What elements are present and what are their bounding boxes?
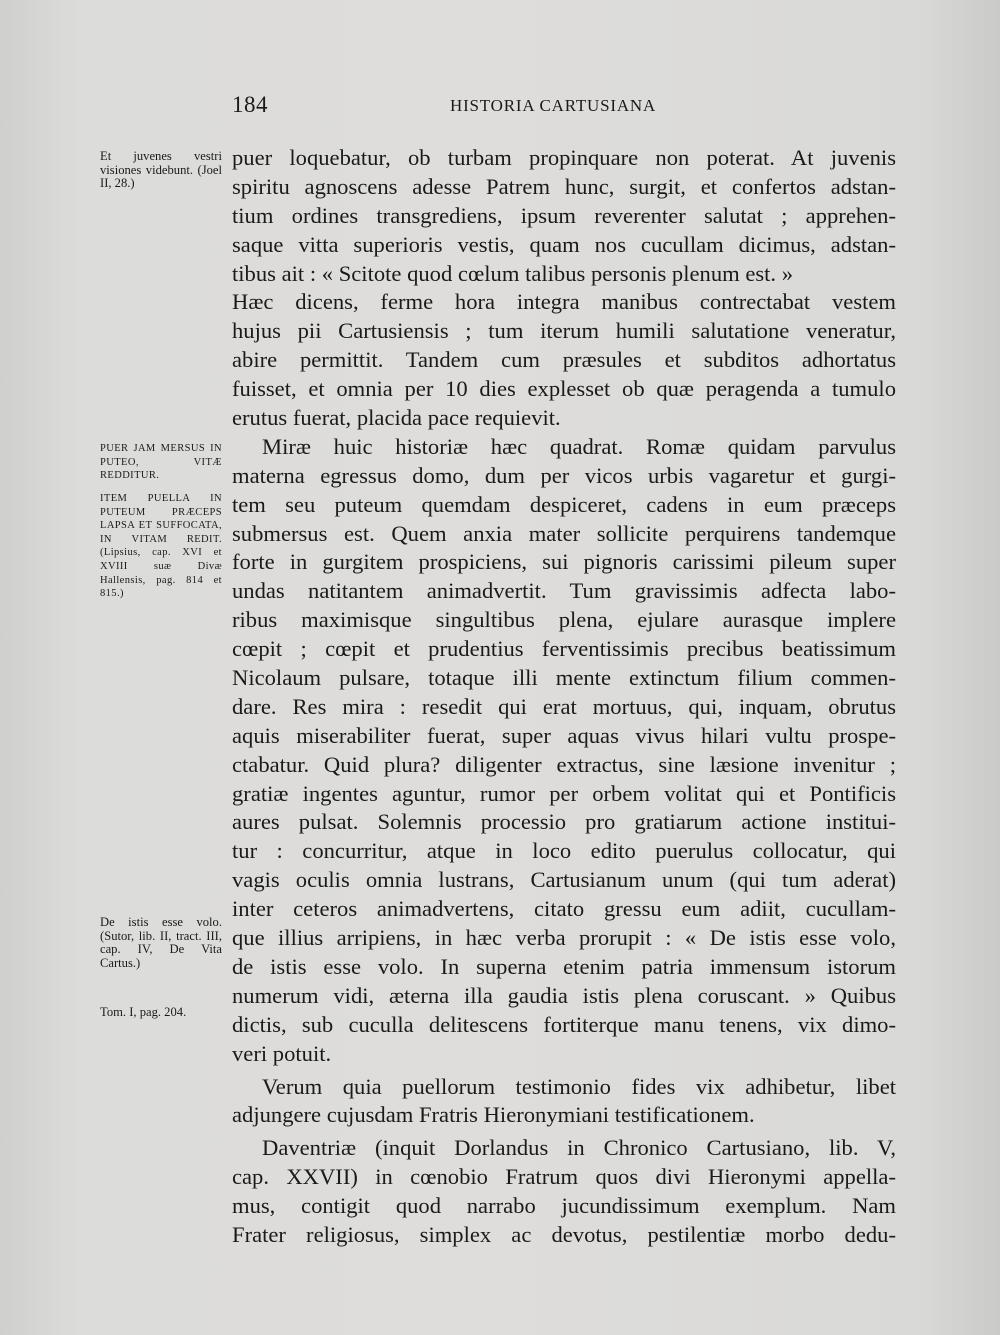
text-line: Verum quia puellorum testimonio fides vix adhibetur, libet <box>262 1073 896 1099</box>
text-line: tem seu puteum quemdam despiceret, cadens in eum præceps <box>232 491 896 517</box>
text-line: dare. Res mira : resedit qui erat mortuus, qui, inquam, obrutus <box>232 693 896 719</box>
text-line: fuisset, et omnia per 10 dies explesset ob quæ peragenda a tumulo <box>232 376 896 402</box>
text-line: inter ceteros animadvertens, citato gressu eum adiit, cucullam- <box>232 896 896 922</box>
text-line: tur : concurritur, atque in loco edito puerulus collocatur, qui <box>232 838 896 864</box>
text-line: gratiæ ingentes aguntur, rumor per orbem volitat qui et Pontificis <box>232 780 896 806</box>
text-line: de istis esse volo. In superna etenim patria immensum istorum <box>232 953 896 979</box>
text-line: Miræ huic historiæ hæc quadrat. Romæ quidam parvulus <box>262 433 896 459</box>
margin-note-puella: ITEM PUELLA IN PUTEUM PRÆCEPS LAPSA ET SUFFOCATA, IN VITAM REDIT. (Lipsius, cap. XVI et XVIII suæ Divæ Hallensis, pag. 814 et 815.) <box>100 493 222 600</box>
text-line: ribus maximisque singultibus plena, ejulare aurasque implere <box>232 607 896 633</box>
running-title: HISTORIA CARTUSIANA <box>450 96 657 115</box>
text-line: abire permittit. Tandem cum præsules et subditos adhortatus <box>232 347 896 373</box>
margin-note-sutor: De istis esse volo. (Sutor, lib. II, tract. III, cap. IV, De Vita Cartus.) <box>100 915 222 970</box>
text-line: tibus ait : « Scitote quod cœlum talibus personis plenum est. » <box>232 260 794 286</box>
text-line: Hæc dicens, ferme hora integra manibus contrectabat vestem <box>232 289 896 315</box>
text-line: ctabatur. Quid plura? diligenter extractus, sine læsione invenitur ; <box>232 751 896 777</box>
text-line: veri potuit. <box>232 1040 332 1066</box>
text-line: hujus pii Cartusiensis ; tum iterum humili salutatione veneratur, <box>232 318 896 344</box>
text-line: erutus fuerat, placida pace requievit. <box>232 405 561 431</box>
text-line: cœpit ; cœpit et prudentius ferventissimis precibus beatissimum <box>232 636 896 662</box>
text-line: aquis miserabiliter fuerat, super aquas vivus hilari vultu prospe- <box>232 722 896 748</box>
text-line: Daventriæ (inquit Dorlandus in Chronico Cartusiano, lib. V, <box>262 1135 896 1161</box>
text-line: forte in gurgitem prospiciens, sui pignoris carissimi pileum super <box>232 549 896 575</box>
text-line: Frater religiosus, simplex ac devotus, pestilentiæ morbo dedu- <box>232 1221 896 1247</box>
text-line: Nicolaum pulsare, totaque illi mente extinctum filium commen- <box>232 665 896 691</box>
text-line: adjungere cujusdam Fratris Hieronymiani testificationem. <box>232 1102 755 1128</box>
margin-note-tom: Tom. I, pag. 204. <box>100 1005 187 1019</box>
text-line: mus, contigit quod narrabo jucundissimum exemplum. Nam <box>232 1193 896 1219</box>
text-line: puer loquebatur, ob turbam propinquare non poterat. At juvenis <box>232 145 896 170</box>
body-text <box>232 144 896 1250</box>
page-number: 184 <box>232 92 268 117</box>
margin-note-puer: PUER JAM MERSUS IN PUTEO, VITÆ REDDITUR. <box>100 443 222 482</box>
text-line: que illius arripiens, in hæc verba prorupit : « De istis esse volo, <box>232 925 896 951</box>
text-line: spiritu agnoscens adesse Patrem hunc, surgit, et confertos adstan- <box>232 173 896 199</box>
text-line: numerum vidi, æterna illa gaudia istis plena coruscant. » Quibus <box>232 982 896 1008</box>
margin-note-joel: Et juvenes vestri visiones videbunt. (Joel II, 28.) <box>100 149 222 191</box>
text-line: materna egressus domo, dum per vicos urbis vagaretur et gurgi- <box>232 462 896 488</box>
text-line: submersus est. Quem anxia mater sollicite perquirens tandemque <box>232 520 896 546</box>
text-line: aures pulsat. Solemnis processio pro gratiarum actione institui- <box>232 809 896 835</box>
text-line: undas natitantem animadvertit. Tum gravissimis adfecta labo- <box>232 578 896 604</box>
page-header <box>232 92 672 122</box>
text-line: tium ordines transgrediens, ipsum reverenter salutat ; apprehen- <box>232 202 896 228</box>
text-line: vagis oculis omnia lustrans, Cartusianum unum (qui tum aderat) <box>232 867 896 893</box>
text-line: dictis, sub cuculla delitescens fortiterque manu tenens, vix dimo- <box>232 1011 896 1037</box>
text-line: saque vitta superioris vestis, quam nos cucullam dicimus, adstan- <box>232 231 896 257</box>
text-line: cap. XXVII) in cœnobio Fratrum quos divi Hieronymi appella- <box>232 1164 896 1190</box>
